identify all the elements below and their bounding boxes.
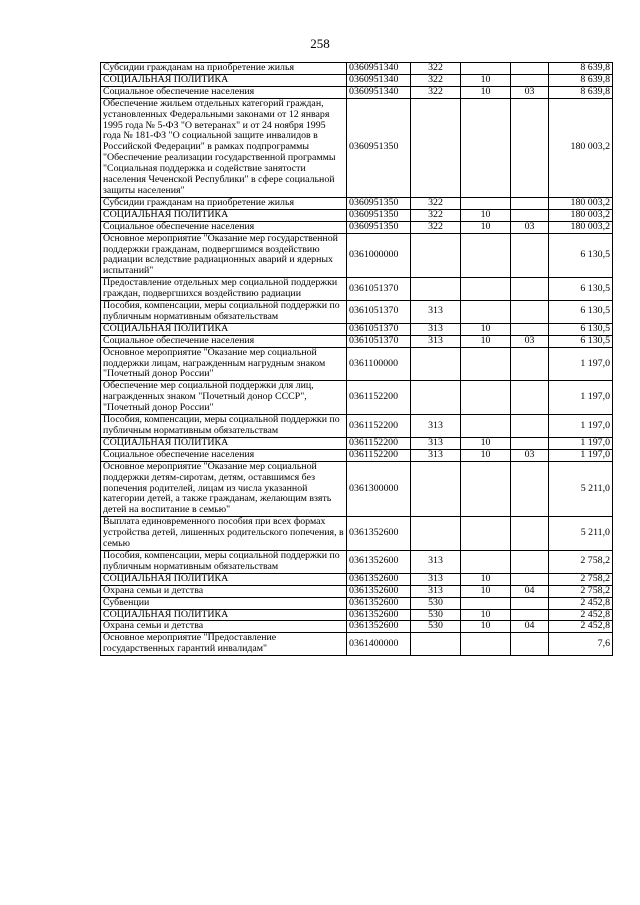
table-row [101,335,613,347]
table-row [101,461,613,517]
amount-cell: 180 003,2 [549,197,613,209]
amount-cell: 1 197,0 [549,347,613,381]
subsection-cell [511,609,549,621]
section-cell: 10 [461,221,511,233]
expense-type-cell: 313 [411,573,461,585]
table-row [101,381,613,415]
section-cell [461,63,511,75]
table-row [101,209,613,221]
expense-type-cell: 530 [411,621,461,633]
expense-type-cell: 322 [411,221,461,233]
section-cell [461,461,511,517]
target-code-cell: 0360951340 [347,86,411,98]
subsection-cell [511,63,549,75]
expense-type-cell: 313 [411,301,461,324]
table-row [101,74,613,86]
amount-cell: 2 758,2 [549,573,613,585]
subsection-cell: 04 [511,621,549,633]
section-cell [461,550,511,573]
expense-type-cell [411,517,461,551]
budget-table [100,62,613,656]
expense-type-cell [411,347,461,381]
table-row [101,550,613,573]
section-cell: 10 [461,437,511,449]
item-name-cell: Основное мероприятие "Оказание мер государственной поддержки гражданам, подвергшимся воздействию радиации вследствие радиационных аварий и ядерных испытаний" [101,233,347,278]
target-code-cell: 0361000000 [347,233,411,278]
target-code-cell: 0361051370 [347,301,411,324]
amount-cell: 6 130,5 [549,278,613,301]
target-code-cell: 0361352600 [347,621,411,633]
section-cell [461,415,511,438]
subsection-cell [511,98,549,197]
amount-cell: 180 003,2 [549,221,613,233]
expense-type-cell: 322 [411,209,461,221]
expense-type-cell: 313 [411,323,461,335]
expense-type-cell [411,233,461,278]
subsection-cell [511,517,549,551]
expense-type-cell: 313 [411,437,461,449]
amount-cell: 2 452,8 [549,609,613,621]
section-cell [461,98,511,197]
target-code-cell: 0360951340 [347,63,411,75]
table-row [101,573,613,585]
section-cell [461,597,511,609]
table-row [101,585,613,597]
target-code-cell: 0361051370 [347,323,411,335]
subsection-cell [511,415,549,438]
section-cell: 10 [461,74,511,86]
target-code-cell: 0360951350 [347,197,411,209]
item-name-cell: СОЦИАЛЬНАЯ ПОЛИТИКА [101,437,347,449]
section-cell: 10 [461,585,511,597]
table-row [101,415,613,438]
amount-cell: 2 452,8 [549,621,613,633]
item-name-cell: СОЦИАЛЬНАЯ ПОЛИТИКА [101,609,347,621]
table-row [101,301,613,324]
section-cell: 10 [461,209,511,221]
item-name-cell: Социальное обеспечение населения [101,86,347,98]
subsection-cell [511,550,549,573]
target-code-cell: 0361051370 [347,278,411,301]
subsection-cell [511,74,549,86]
section-cell: 10 [461,335,511,347]
item-name-cell: Социальное обеспечение населения [101,449,347,461]
table-row [101,86,613,98]
expense-type-cell: 313 [411,335,461,347]
section-cell [461,301,511,324]
subsection-cell [511,278,549,301]
table-row [101,63,613,75]
item-name-cell: СОЦИАЛЬНАЯ ПОЛИТИКА [101,209,347,221]
table-row [101,609,613,621]
subsection-cell [511,233,549,278]
amount-cell: 5 211,0 [549,461,613,517]
item-name-cell: Обеспечение жильем отдельных категорий граждан, установленных Федеральными законами от 12 января 1995 года № 5-ФЗ "О ветеранах" и от 24 ноября 1995 года № 181-ФЗ "О социальной защите инвалидов в Российской Федерации" в рамках подпрограммы "Обеспечение реализации государственной программы "Социальная поддержка и содействие занятости населения Чеченской Республики" в сфере социальной защиты населения" [101,98,347,197]
table-row [101,633,613,656]
table-row [101,437,613,449]
table-row [101,233,613,278]
expense-type-cell: 313 [411,585,461,597]
amount-cell: 8 639,8 [549,63,613,75]
item-name-cell: Субсидии гражданам на приобретение жилья [101,63,347,75]
amount-cell: 6 130,5 [549,301,613,324]
subsection-cell: 03 [511,335,549,347]
amount-cell: 1 197,0 [549,449,613,461]
expense-type-cell: 322 [411,197,461,209]
subsection-cell [511,597,549,609]
expense-type-cell [411,98,461,197]
subsection-cell [511,381,549,415]
target-code-cell: 0361352600 [347,550,411,573]
subsection-cell [511,437,549,449]
target-code-cell: 0361400000 [347,633,411,656]
amount-cell: 8 639,8 [549,86,613,98]
item-name-cell: Пособия, компенсации, меры социальной поддержки по публичным нормативным обязательствам [101,415,347,438]
amount-cell: 1 197,0 [549,437,613,449]
amount-cell: 180 003,2 [549,209,613,221]
page-number: 258 [310,36,330,51]
section-cell [461,233,511,278]
subsection-cell [511,573,549,585]
table-row [101,449,613,461]
item-name-cell: Охрана семьи и детства [101,621,347,633]
amount-cell: 2 758,2 [549,585,613,597]
target-code-cell: 0361352600 [347,585,411,597]
table-row [101,278,613,301]
item-name-cell: Пособия, компенсации, меры социальной поддержки по публичным нормативным обязательствам [101,301,347,324]
target-code-cell: 0361051370 [347,335,411,347]
amount-cell: 2 758,2 [549,550,613,573]
expense-type-cell [411,633,461,656]
expense-type-cell: 530 [411,609,461,621]
amount-cell: 1 197,0 [549,381,613,415]
expense-type-cell: 530 [411,597,461,609]
amount-cell: 6 130,5 [549,323,613,335]
target-code-cell: 0360951350 [347,98,411,197]
table-row [101,323,613,335]
item-name-cell: Социальное обеспечение населения [101,335,347,347]
item-name-cell: Предоставление отдельных мер социальной поддержки граждан, подвергшихся воздействию радиации [101,278,347,301]
item-name-cell: Субсидии гражданам на приобретение жилья [101,197,347,209]
target-code-cell: 0361352600 [347,517,411,551]
target-code-cell: 0361300000 [347,461,411,517]
target-code-cell: 0361100000 [347,347,411,381]
item-name-cell: СОЦИАЛЬНАЯ ПОЛИТИКА [101,323,347,335]
target-code-cell: 0360951350 [347,209,411,221]
subsection-cell [511,197,549,209]
expense-type-cell [411,381,461,415]
subsection-cell: 04 [511,585,549,597]
expense-type-cell [411,278,461,301]
subsection-cell: 03 [511,449,549,461]
item-name-cell: Основное мероприятие "Предоставление государственных гарантий инвалидам" [101,633,347,656]
amount-cell: 5 211,0 [549,517,613,551]
table-row [101,517,613,551]
target-code-cell: 0360951340 [347,74,411,86]
section-cell: 10 [461,609,511,621]
item-name-cell: Обеспечение мер социальной поддержки для лиц, награжденных знаком "Почетный донор СССР", "Почетный донор России" [101,381,347,415]
item-name-cell: Пособия, компенсации, меры социальной поддержки по публичным нормативным обязательствам [101,550,347,573]
table-row [101,197,613,209]
item-name-cell: Субвенции [101,597,347,609]
amount-cell: 7,6 [549,633,613,656]
amount-cell: 6 130,5 [549,233,613,278]
target-code-cell: 0361152200 [347,381,411,415]
table-row [101,597,613,609]
section-cell [461,381,511,415]
expense-type-cell: 313 [411,415,461,438]
section-cell: 10 [461,621,511,633]
amount-cell: 1 197,0 [549,415,613,438]
table-row [101,221,613,233]
item-name-cell: Охрана семьи и детства [101,585,347,597]
target-code-cell: 0361352600 [347,609,411,621]
item-name-cell: СОЦИАЛЬНАЯ ПОЛИТИКА [101,573,347,585]
section-cell [461,517,511,551]
target-code-cell: 0361152200 [347,415,411,438]
section-cell [461,347,511,381]
amount-cell: 180 003,2 [549,98,613,197]
expense-type-cell: 322 [411,74,461,86]
item-name-cell: Выплата единовременного пособия при всех формах устройства детей, лишенных родительского попечения, в семью [101,517,347,551]
section-cell [461,278,511,301]
subsection-cell [511,347,549,381]
subsection-cell: 03 [511,221,549,233]
subsection-cell: 03 [511,86,549,98]
target-code-cell: 0361152200 [347,437,411,449]
item-name-cell: Основное мероприятие "Оказание мер социальной поддержки детям-сиротам, детям, оставшимся без попечения родителей, лицам из числа указанной категории детей, а также гражданам, желающим взять детей на воспитание в семью" [101,461,347,517]
section-cell: 10 [461,323,511,335]
target-code-cell: 0360951350 [347,221,411,233]
target-code-cell: 0361152200 [347,449,411,461]
section-cell: 10 [461,573,511,585]
amount-cell: 2 452,8 [549,597,613,609]
expense-type-cell: 313 [411,550,461,573]
item-name-cell: Социальное обеспечение населения [101,221,347,233]
amount-cell: 8 639,8 [549,74,613,86]
subsection-cell [511,461,549,517]
target-code-cell: 0361352600 [347,597,411,609]
subsection-cell [511,209,549,221]
table-body [101,63,613,656]
table-row [101,621,613,633]
item-name-cell: СОЦИАЛЬНАЯ ПОЛИТИКА [101,74,347,86]
subsection-cell [511,633,549,656]
expense-type-cell [411,461,461,517]
item-name-cell: Основное мероприятие "Оказание мер социальной поддержки лицам, награжденным нагрудным знаком "Почетный донор России" [101,347,347,381]
expense-type-cell: 322 [411,86,461,98]
section-cell: 10 [461,86,511,98]
subsection-cell [511,301,549,324]
section-cell [461,197,511,209]
expense-type-cell: 313 [411,449,461,461]
section-cell [461,633,511,656]
expense-type-cell: 322 [411,63,461,75]
target-code-cell: 0361352600 [347,573,411,585]
subsection-cell [511,323,549,335]
section-cell: 10 [461,449,511,461]
table-row [101,347,613,381]
amount-cell: 6 130,5 [549,335,613,347]
table-row [101,98,613,197]
